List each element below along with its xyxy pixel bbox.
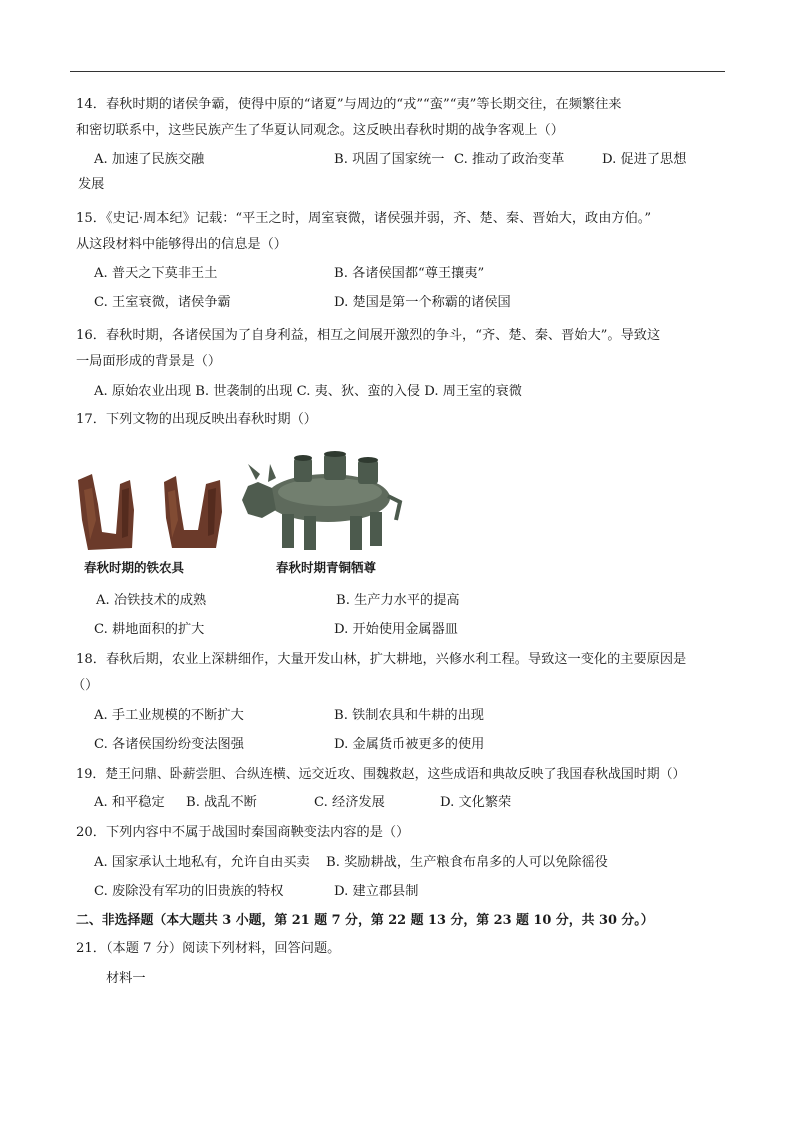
q18-option-b: B. 铁制农具和牛耕的出现 bbox=[334, 708, 484, 723]
q21-material-label: 材料一 bbox=[106, 971, 146, 986]
q19-option-b: B. 战乱不断 bbox=[186, 795, 257, 810]
q16-stem-line2: 一局面形成的背景是（） bbox=[76, 354, 222, 369]
q19-option-d: D. 文化繁荣 bbox=[440, 795, 512, 810]
q15-option-c: C. 王室衰微，诸侯争霸 bbox=[94, 295, 231, 310]
q17-option-a: A. 冶铁技术的成熟 bbox=[96, 593, 207, 608]
caption-bronze-vessel: 春秋时期青铜牺尊 bbox=[276, 560, 377, 575]
q18-stem-line2: （） bbox=[72, 678, 99, 693]
q17-option-d: D. 开始使用金属器皿 bbox=[334, 622, 458, 637]
q20-option-c: C. 废除没有军功的旧贵族的特权 bbox=[94, 884, 284, 899]
q20-option-d: D. 建立郡县制 bbox=[334, 884, 419, 899]
q18-option-c: C. 各诸侯国纷纷变法图强 bbox=[94, 737, 244, 752]
q15-option-b: B. 各诸侯国都“尊王攘夷” bbox=[334, 266, 485, 281]
bronze-vessel-icon bbox=[242, 451, 400, 550]
q18-stem-line1: 18．春秋后期，农业上深耕细作，大量开发山林，扩大耕地，兴修水利工程。导致这一变化的主要原因是 bbox=[76, 652, 687, 667]
q15-stem-line2: 从这段材料中能够得出的信息是（） bbox=[76, 237, 287, 252]
q14-option-d: D. 促进了思想 bbox=[602, 152, 687, 167]
q17-option-b: B. 生产力水平的提高 bbox=[336, 593, 460, 608]
q16-options: A. 原始农业出现 B. 世袭制的出现 C. 夷、狄、蛮的入侵 D. 周王室的衰微 bbox=[94, 384, 522, 399]
q14-option-d-cont: 发展 bbox=[78, 177, 105, 192]
q21-stem: 21．（本题 7 分）阅读下列材料，回答问题。 bbox=[76, 941, 341, 956]
q20-stem: 20．下列内容中不属于战国时秦国商鞅变法内容的是（） bbox=[76, 825, 410, 840]
q15-option-d: D. 楚国是第一个称霸的诸侯国 bbox=[334, 295, 511, 310]
q20-option-b: B. 奖励耕战，生产粮食布帛多的人可以免除徭役 bbox=[326, 855, 608, 870]
q19-option-a: A. 和平稳定 bbox=[94, 795, 165, 810]
iron-tool-left-icon bbox=[78, 474, 134, 550]
q17-option-c: C. 耕地面积的扩大 bbox=[94, 622, 205, 637]
q20-option-a: A. 国家承认土地私有，允许自由买卖 bbox=[94, 855, 310, 870]
caption-iron-tools: 春秋时期的铁农具 bbox=[84, 560, 185, 575]
q14-option-b: B. 巩固了国家统一 bbox=[334, 152, 445, 167]
q19-stem: 19．楚王问鼎、卧薪尝胆、合纵连横、远交近攻、围魏救赵，这些成语和典故反映了我国春秋战国时期（） bbox=[76, 767, 686, 782]
q18-option-a: A. 手工业规模的不断扩大 bbox=[94, 708, 244, 723]
q17-stem: 17．下列文物的出现反映出春秋时期（） bbox=[76, 412, 317, 427]
q14-option-a: A. 加速了民族交融 bbox=[94, 152, 205, 167]
q14-stem-line1: 14．春秋时期的诸侯争霸，使得中原的“诸夏”与周边的“戎”“蛮”“夷”等长期交往，在频繁往来 bbox=[76, 97, 622, 112]
q17-figure bbox=[72, 440, 412, 580]
q14-stem-line2: 和密切联系中，这些民族产生了华夏认同观念。这反映出春秋时期的战争客观上（） bbox=[76, 123, 564, 138]
q15-stem-line1: 15．《史记·周本纪》记载：“平王之时，周室衰微，诸侯强并弱，齐、楚、秦、晋始大，政由方伯。” bbox=[76, 211, 652, 226]
q15-option-a: A. 普天之下莫非王土 bbox=[94, 266, 218, 281]
q16-stem-line1: 16．春秋时期，各诸侯国为了自身利益，相互之间展开激烈的争斗，“齐、楚、秦、晋始大”。导致这 bbox=[76, 328, 661, 343]
iron-tool-right-icon bbox=[164, 476, 222, 548]
q14-option-c: C. 推动了政治变革 bbox=[454, 152, 565, 167]
header-rule bbox=[70, 71, 725, 72]
q19-option-c: C. 经济发展 bbox=[314, 795, 385, 810]
q18-option-d: D. 金属货币被更多的使用 bbox=[334, 737, 485, 752]
section-heading-nonchoice: 二、非选择题（本大题共 3 小题，第 21 题 7 分，第 22 题 13 分，第 23 题 10 分，共 30 分。） bbox=[76, 913, 654, 928]
